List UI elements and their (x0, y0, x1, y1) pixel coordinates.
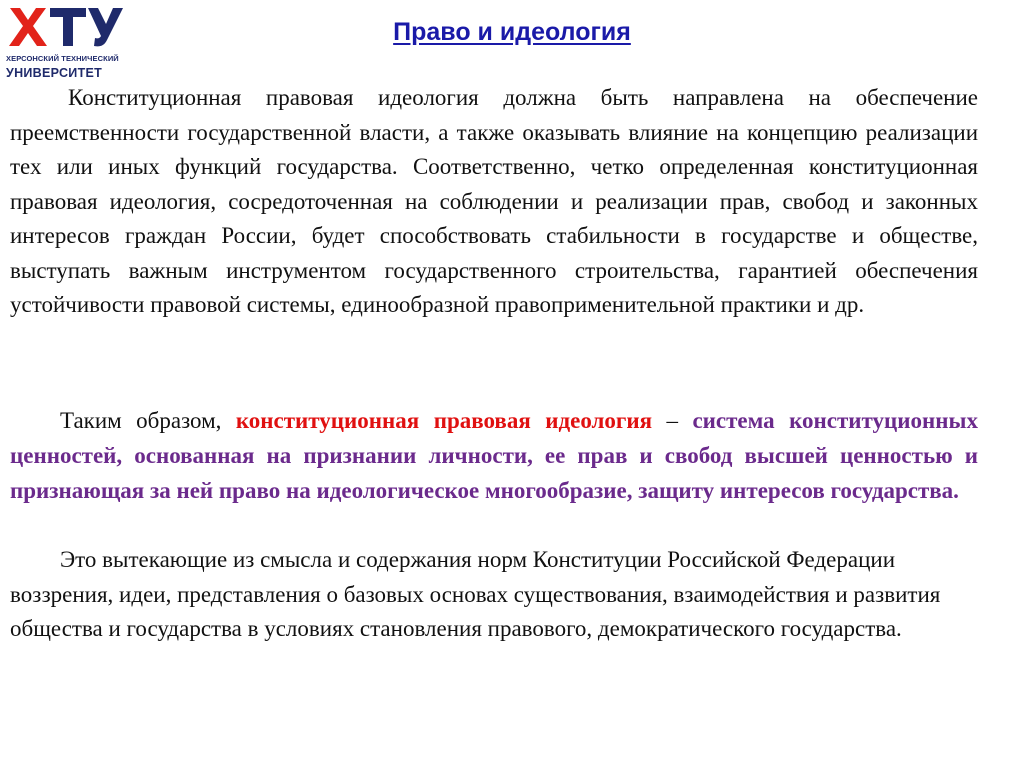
paragraph-2-dash: – (652, 408, 693, 433)
logo-caption-line2: УНИВЕРСИТЕТ (6, 66, 103, 80)
highlighted-term: конституционная правовая идеология (235, 408, 653, 433)
logo-caption-line1: ХЕРСОНСКИЙ ТЕХНИЧЕСКИЙ (6, 54, 119, 63)
paragraph-1 (10, 81, 978, 323)
page-title: Право и идеология (393, 18, 631, 46)
paragraph-1-text: Конституционная правовая идеология должна быть направлена на обеспечение преемственности государственной власти, а также оказывать влияние на концепцию реализации тех или иных функций государства. Соответственно, четко определенная конституционная правовая идеология, сосредоточенная на соблюдении и реализации прав, свобод и законных интересов граждан России, будет способствовать стабильности в государстве и обществе, выступать важным инструментом государственного строительства, гарантией обеспечения устойчивости правовой системы, единообразной правоприменительной практики и др. (10, 85, 978, 317)
paragraph-2 (10, 403, 978, 508)
paragraph-2-lead: Таким образом, (60, 408, 236, 433)
paragraph-3 (10, 543, 978, 647)
paragraph-3-text: Это вытекающие из смысла и содержания норм Конституции Российской Федерации воззрения, идеи, представления о базовых основах существования, взаимодействия и развития общества и государства в условиях становления правового, демократического государства. (10, 547, 941, 641)
term-definition: система конституционных ценностей, основанная на признании личности, ее прав и свобод высшей ценностью и признающая за ней право на идеологическое многообразие, защиту интересов государства. (10, 408, 979, 503)
